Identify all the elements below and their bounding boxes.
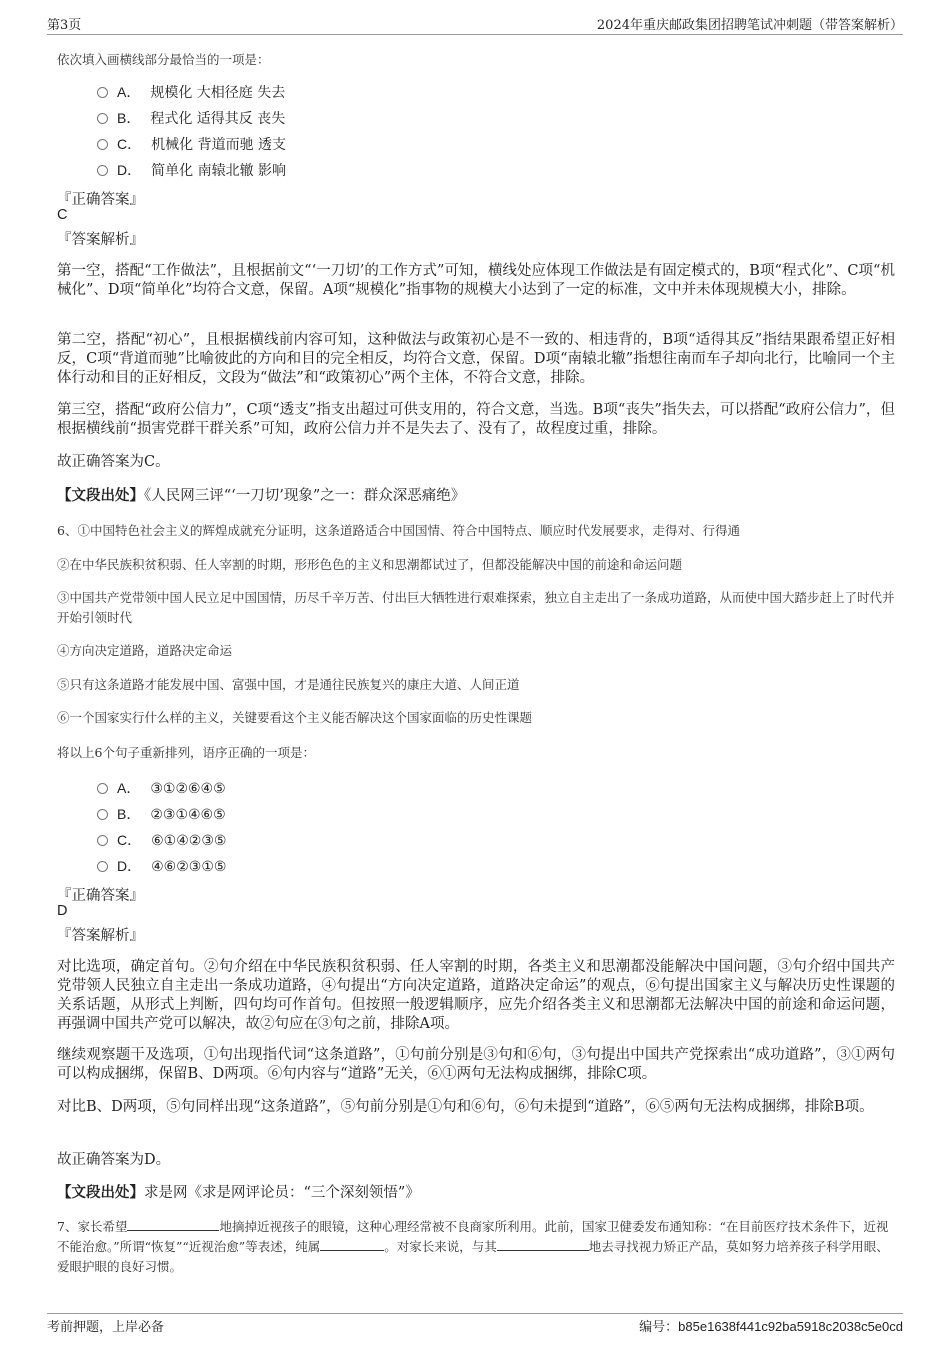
option-a[interactable]: A． 规模化 大相径庭 失去	[97, 82, 285, 102]
radio-icon[interactable]	[97, 809, 108, 820]
page-header	[47, 8, 903, 35]
answer-value: C	[57, 207, 68, 223]
option-d[interactable]: D． ④⑥②③①⑤	[97, 856, 226, 876]
analysis-paragraph: 第二空，搭配“初心”，且根据横线前内容可知，这种做法与政策初心是不一致的、相违背的，B项“适得其反”指结果跟希望正好相反，C项“背道而驰”比喻彼此的方向和目的完全相反，均符合文意，保留。D项“南辕北辙”指想往南而车子却向北行，比喻同一个主体行动和目的正好相反，文段为“做法”和“政策初心”两个主体，不符合文意，排除。	[57, 332, 895, 386]
page-footer	[47, 1313, 903, 1336]
sentence-item: ⑥一个国家实行什么样的主义，关键要看这个主义能否解决这个国家面临的历史性课题	[57, 710, 533, 725]
analysis-paragraph: 对比B、D两项，⑤句同样出现“这条道路”，⑤句前分别是①句和⑥句，⑥句未提到“道路”，⑥⑤两句无法构成捆绑，排除B项。	[57, 1099, 874, 1115]
option-d[interactable]: D． 简单化 南辕北辙 影响	[97, 160, 286, 180]
sentence-item: ⑤只有这条道路才能发展中国、富强中国，才是通往民族复兴的康庄大道、人间正道	[57, 677, 520, 692]
radio-icon[interactable]	[97, 139, 108, 150]
radio-icon[interactable]	[97, 165, 108, 176]
document-serial: 编号：b85e1638f441c92ba5918c2038c5e0cd	[639, 1319, 903, 1334]
analysis-label: 『答案解析』	[57, 928, 144, 944]
blank-2	[320, 1238, 384, 1251]
blank-1	[127, 1218, 219, 1231]
sentence-item: ④方向决定道路，道路决定命运	[57, 643, 233, 658]
option-a[interactable]: A． ③①②⑥④⑤	[97, 778, 226, 798]
source-citation: 【文段出处】《人民网三评“‘一刀切’现象”之一：群众深恶痛绝》	[57, 487, 466, 504]
radio-icon[interactable]	[97, 835, 108, 846]
sentence-item: ③中国共产党带领中国人民立足中国国情，历尽千辛万苦、付出巨大牺牲进行艰难探索，独立自主走出了一条成功道路，从而使中国大踏步赶上了时代并开始引领时代	[57, 590, 895, 625]
option-c[interactable]: C． ⑥①④②③⑤	[97, 830, 226, 850]
radio-icon[interactable]	[97, 113, 108, 124]
radio-icon[interactable]	[97, 87, 108, 98]
option-b[interactable]: B． 程式化 适得其反 丧失	[97, 108, 285, 128]
document-title: 2024年重庆邮政集团招聘笔试冲刺题（带答案解析）	[596, 18, 903, 33]
analysis-conclusion: 故正确答案为C。	[57, 454, 170, 470]
question-prompt: 将以上6个句子重新排列，语序正确的一项是：	[57, 745, 315, 760]
question-stem: 7、家长希望 地摘掉近视孩子的眼镜，这种心理经常被不良商家所利用。此前，国家卫健委发布通知称：“在目前医疗技术条件下，近视不能治愈。”所谓“恢复”“近视治愈”等表述，纯属 。对家长来说，与其 地去寻找视力矫正产品，莫如努力培养孩子科学用眼、爱眼护眼的良好习惯。	[57, 1219, 889, 1274]
radio-icon[interactable]	[97, 783, 108, 794]
blank-3	[497, 1238, 589, 1251]
analysis-paragraph: 继续观察题干及选项，①句出现指代词“这条道路”，①句前分别是③句和⑥句，③句提出中国共产党探索出“成功道路”，③①两句可以构成捆绑，保留B、D两项。⑥句内容与“道路”无关，⑥①两句无法构成捆绑，排除C项。	[57, 1047, 895, 1082]
analysis-conclusion: 故正确答案为D。	[57, 1152, 171, 1168]
source-citation: 【文段出处】求是网《求是网评论员：“三个深刻领悟”》	[57, 1184, 420, 1201]
analysis-paragraph: 第一空，搭配“工作做法”，且根据前文“‘一刀切’的工作方式”可知，横线处应体现工作做法是有固定模式的，B项“程式化”、C项“机械化”、D项“简单化”均符合文意，保留。A项“规模化”指事物的规模大小达到了一定的标准，文中并未体现规模大小，排除。	[57, 263, 895, 298]
question-prompt: 依次填入画横线部分最恰当的一项是：	[57, 52, 270, 67]
analysis-paragraph: 第三空，搭配“政府公信力”，C项“透支”指支出超过可供支用的，符合文意，当选。B项“丧失”指失去，可以搭配“政府公信力”，但根据横线前“损害党群干群关系”可知，政府公信力并不是失去了、没有了，故程度过重，排除。	[57, 402, 895, 437]
option-b[interactable]: B． ②③①④⑥⑤	[97, 804, 226, 824]
option-c[interactable]: C． 机械化 背道而驰 透支	[97, 134, 286, 154]
answer-label: 『正确答案』	[57, 192, 144, 208]
analysis-label: 『答案解析』	[57, 232, 144, 248]
sentence-item: ②在中华民族积贫积弱、任人宰割的时期，形形色色的主义和思潮都试过了，但都没能解决中国的前途和命运问题	[57, 557, 683, 572]
page-number: 第3页	[47, 18, 82, 33]
analysis-paragraph: 对比选项，确定首句。②句介绍在中华民族积贫积弱、任人宰割的时期，各类主义和思潮都没能解决中国问题，③句介绍中国共产党带领人民独立自主走出一条成功道路，④句提出“方向决定道路，道路决定命运”的观点，⑥句提出国家主义与解决历史性课题的关系话题，从形式上判断，四句均可作首句。但按照一般逻辑顺序，应先介绍各类主义和思潮都无法解决中国的前途和命运问题，再强调中国共产党可以解决，故②句应在③句之前，排除A项。	[57, 959, 895, 1032]
answer-value: D	[57, 903, 68, 919]
answer-label: 『正确答案』	[57, 888, 144, 904]
radio-icon[interactable]	[97, 861, 108, 872]
footer-slogan: 考前押题，上岸必备	[47, 1320, 165, 1335]
question-stem: 6、①中国特色社会主义的辉煌成就充分证明，这条道路适合中国国情、符合中国特点、顺应时代发展要求，走得对、行得通	[57, 523, 740, 538]
